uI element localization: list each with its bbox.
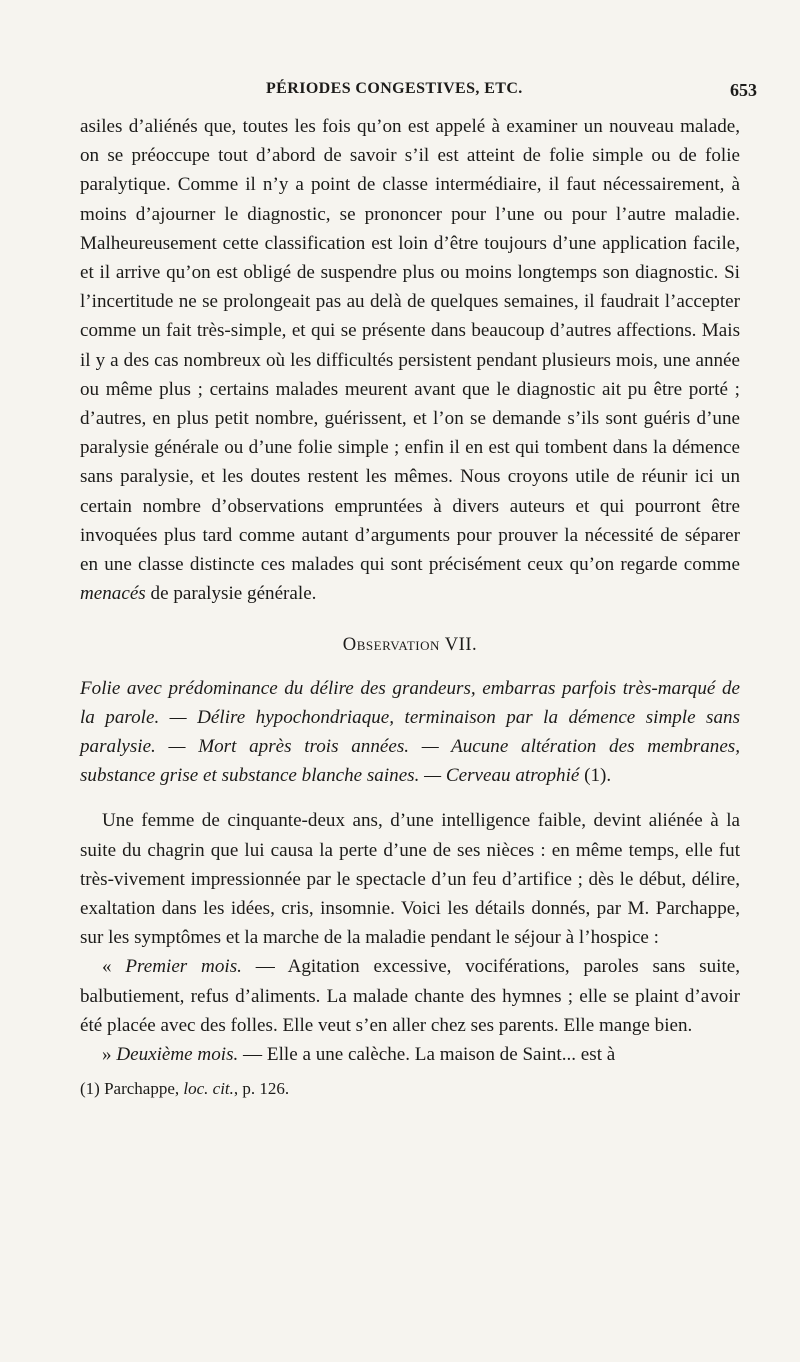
paragraph-4-quote: » (102, 1044, 117, 1066)
paragraph-3-quote: « (102, 956, 126, 978)
footnote-italic: loc. cit. (183, 1079, 234, 1099)
page-number: 653 (730, 80, 757, 100)
paragraph-4-text: — Elle a une calèche. La maison de Saint... est à (238, 1044, 616, 1066)
paragraph-1-text-a: asiles d’aliénés que, toutes les fois qu’on est appelé à examiner un nouveau malade, on se préoccupe tout d’abord de savoir s’il est atteint de folie simple ou de folie paralytique. Comme il n’y a point de classe intermédiaire, il faut nécessairement, à moins d’ajourner le diagnostic, se prononcer pour l’une ou pour l’autre maladie. Malheureusement cette classification est loin d’être toujours d’une application facile, et il arrive qu’on est obligé de suspendre plus ou moins longtemps son diagnostic. Si l’incertitude ne se prolongeait pas au delà de quelques semaines, il faudrait l’accepter comme un fait très-simple, et qui se présente dans beaucoup d’autres affections. Mais il y a des cas nombreux où les difficultés persistent pendant plusieurs mois, une année ou même plus ; certains malades meurent avant que le diagnostic ait pu être porté ; d’autres, en plus petit nombre, guérissent, et l’on se demande s’ils sont guéris d’une paralysie générale ou d’une folie simple ; enfin il en est qui tombent dans la démence sans paralysie, et les doutes restent les mêmes. Nous croyons utile de réunir ici un certain nombre d’observations empruntées à divers auteurs et qui pourront être invoquées plus tard comme autant d’arguments pour prouver la nécessité de séparer en une classe distincte ces malades qui sont précisément ceux qu’on regarde comme (80, 116, 740, 576)
running-head (0, 80, 800, 104)
observation-summary-text: Folie avec prédominance du délire des grandeurs, embarras parfois très-marqué de la parole. — Délire hypochondriaque, terminaison par la démence simple sans paralysie. — Mort après trois années. — Aucune altération des membranes, substance grise et substance blanche saines. — Cerveau atrophié (80, 677, 740, 787)
paragraph-3 (80, 952, 740, 1040)
observation-heading-text: Observation VII. (342, 634, 478, 656)
footnote-mark: (1) (80, 1079, 100, 1099)
paragraph-1-italic: menacés (80, 583, 146, 605)
paragraph-4 (80, 1040, 740, 1069)
paragraph-3-text: — Agitation excessive, vociférations, paroles sans suite, balbutiement, refus d’aliments. La malade chante des hymnes ; elle se plaint d’avoir été placée avec des folles. Elle veut s’en aller chez ses parents. Elle mange bien. (80, 956, 741, 1036)
paragraph-3-italic: Premier mois. (125, 956, 242, 978)
paragraph-1 (80, 112, 740, 608)
footnote (80, 1077, 740, 1101)
observation-heading (80, 630, 740, 659)
footnote-reference: (1). (584, 765, 612, 787)
page-body (80, 112, 740, 1101)
observation-summary (80, 674, 740, 791)
footnote-text: , p. 126. (233, 1079, 290, 1099)
footnote-author: Parchappe, (99, 1079, 184, 1099)
paragraph-4-italic: Deuxième mois. (116, 1044, 239, 1066)
paragraph-1-text-b: de paralysie générale. (150, 583, 317, 605)
paragraph-2: Une femme de cinquante-deux ans, d’une intelligence faible, devint aliénée à la suite du chagrin que lui causa la perte d’une de ses nièces : en même temps, elle fut très-vivement impressionnée par le spectacle d’un feu d’artifice ; dès le début, délire, exaltation dans les idées, cris, insomnie. Voici les détails donnés, par M. Parchappe, sur les symptômes et la marche de la maladie pendant le séjour à l’hospice : (80, 810, 740, 949)
running-title: PÉRIODES CONGESTIVES, ETC. (266, 80, 523, 97)
